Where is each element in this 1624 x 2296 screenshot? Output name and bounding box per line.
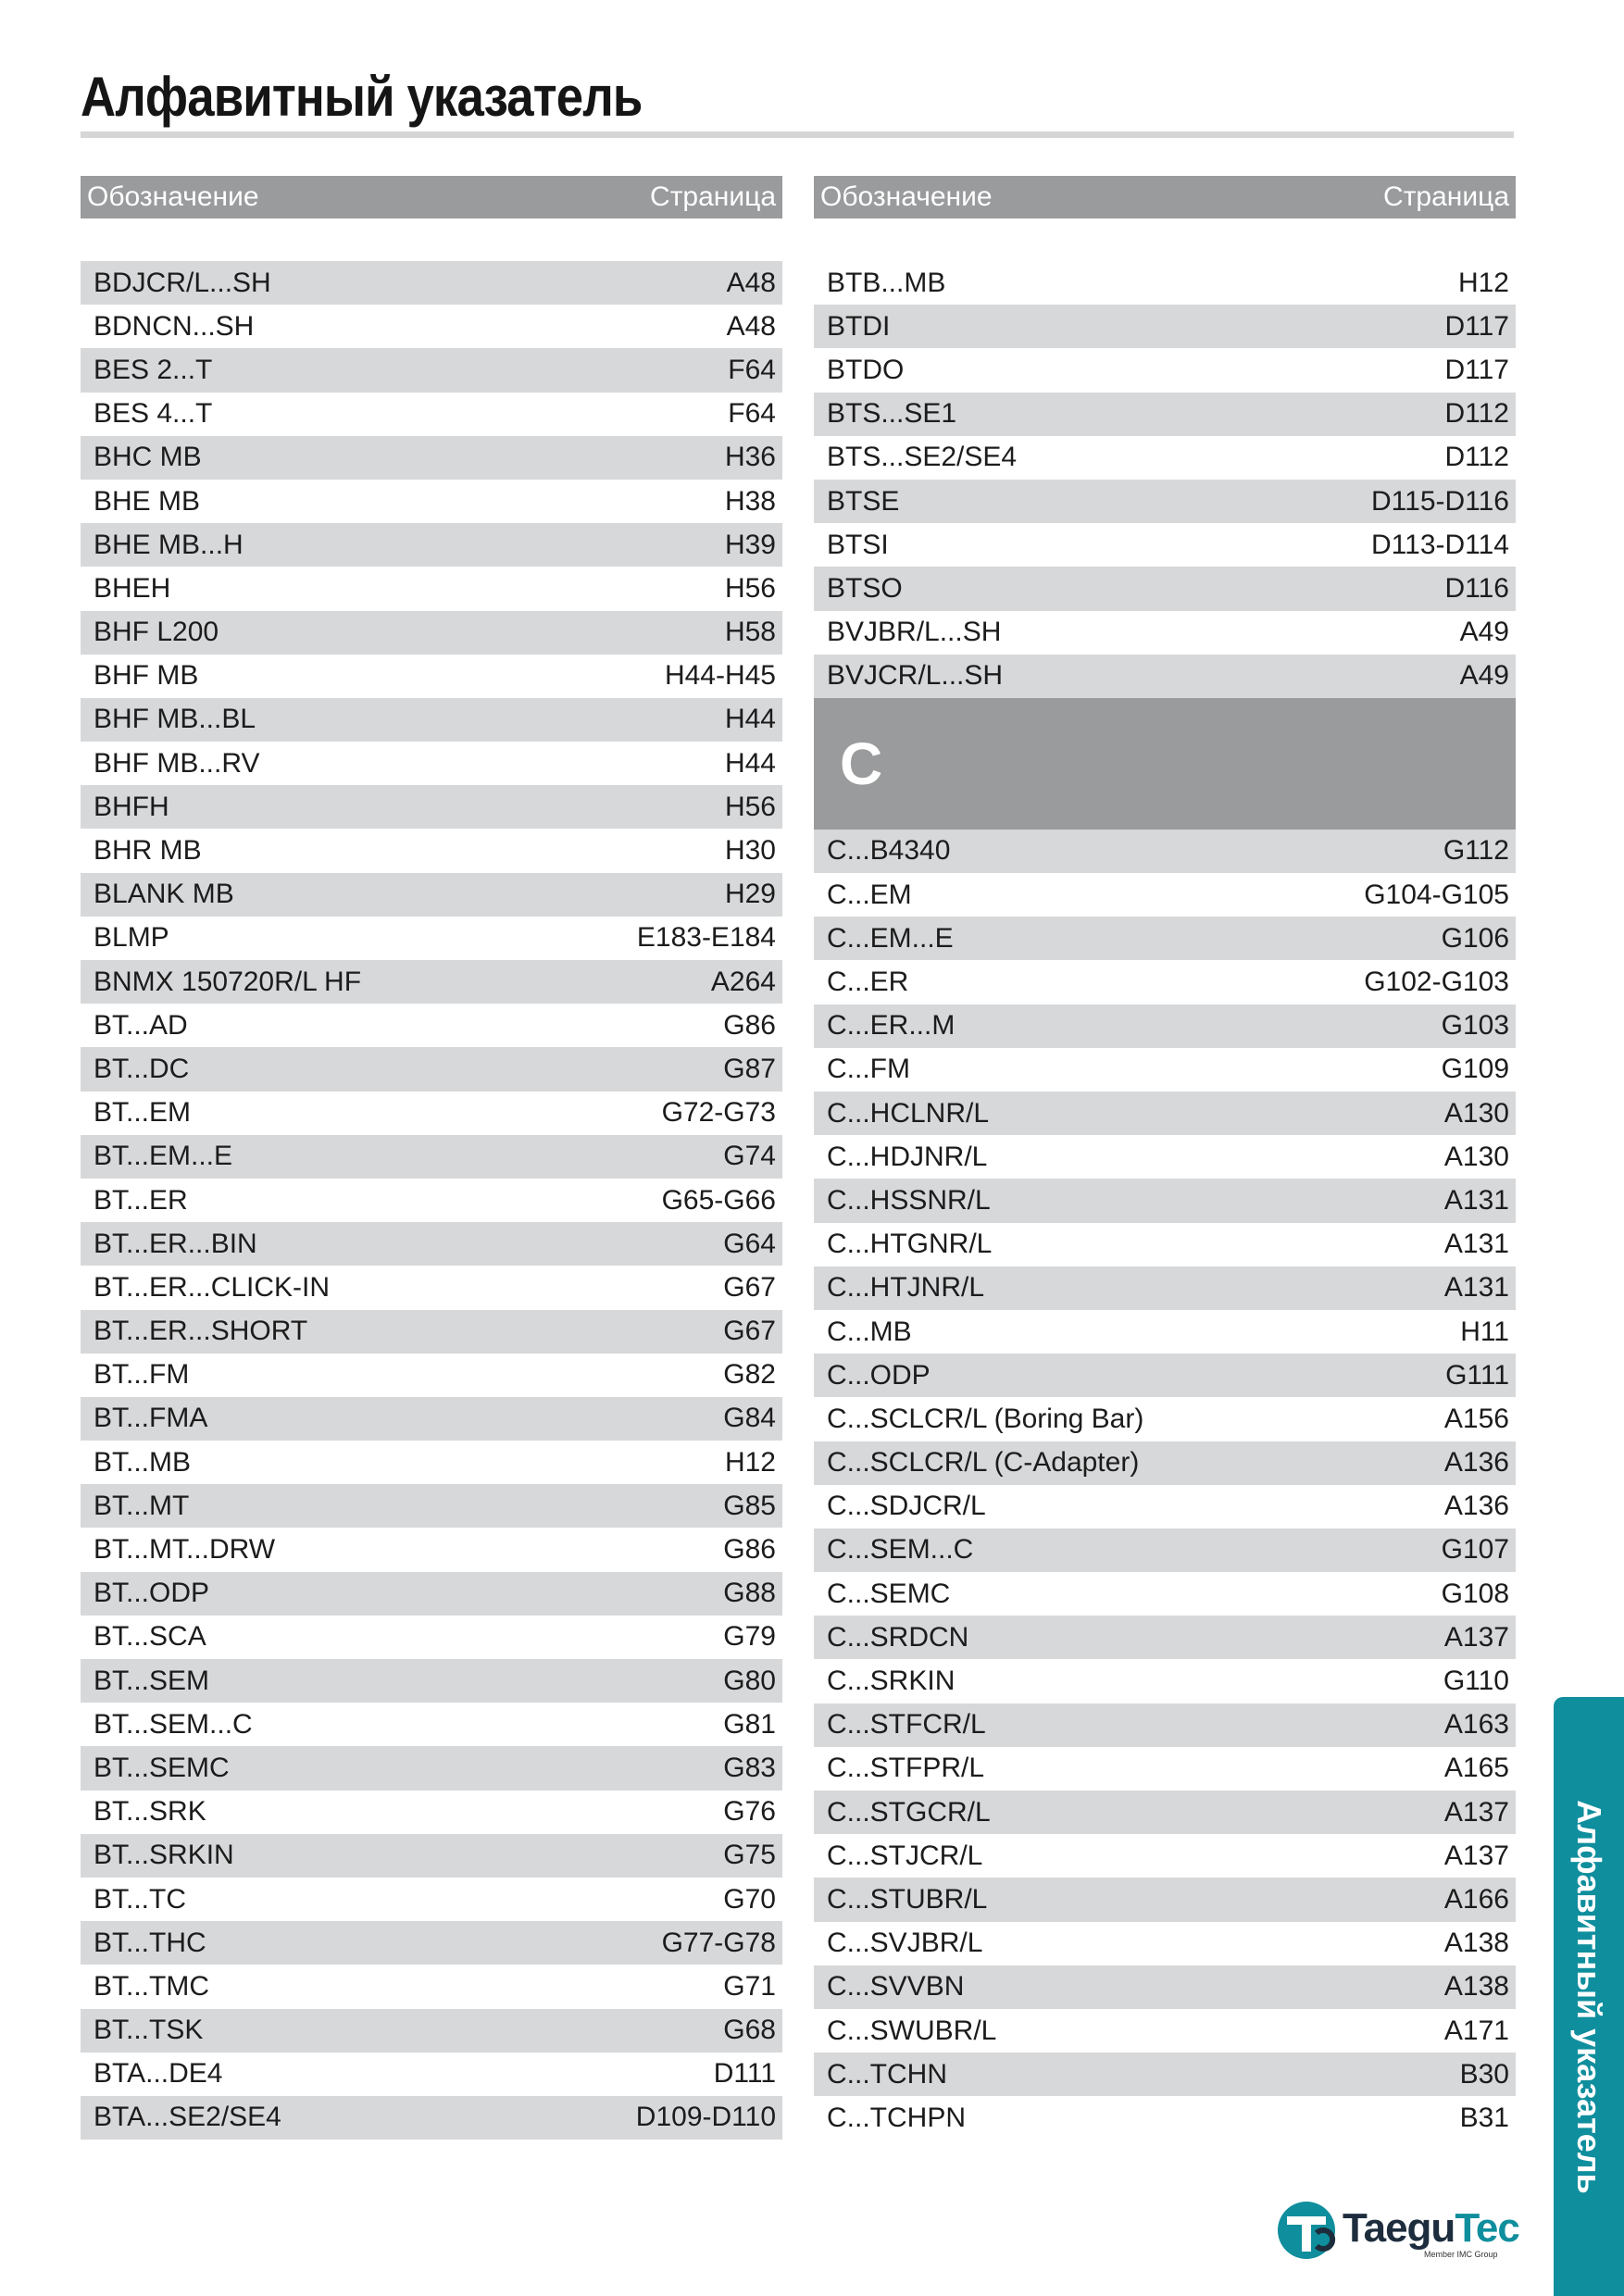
item-page: D117: [1444, 310, 1509, 342]
index-row: [814, 960, 1516, 1004]
index-row: [81, 2053, 782, 2096]
item-designation: C...ER: [827, 967, 909, 998]
item-designation: C...STJCR/L: [827, 1840, 983, 1871]
header-designation: Обозначение: [820, 181, 993, 212]
index-row: [814, 1441, 1516, 1485]
item-page: H58: [724, 617, 776, 648]
item-page: A131: [1443, 1229, 1509, 1260]
item-designation: C...SRDCN: [827, 1621, 969, 1653]
index-row: [81, 1441, 782, 1484]
item-designation: BT...ODP: [94, 1578, 210, 1609]
item-page: G87: [723, 1053, 776, 1084]
item-page: G104-G105: [1364, 879, 1509, 910]
item-designation: C...SRKIN: [827, 1666, 956, 1697]
item-designation: C...STFCR/L: [827, 1709, 986, 1741]
item-designation: BT...FMA: [94, 1403, 208, 1434]
item-page: E183-E184: [636, 922, 776, 954]
item-page: B31: [1459, 2102, 1509, 2133]
item-designation: C...SWUBR/L: [827, 2015, 997, 2046]
item-designation: BVJBR/L...SH: [827, 617, 1002, 648]
item-page: G79: [723, 1621, 776, 1653]
item-designation: BT...ER...BIN: [94, 1228, 257, 1259]
index-row: [81, 1791, 782, 1834]
item-designation: BT...EM...E: [94, 1141, 233, 1172]
index-row: [81, 1965, 782, 2008]
index-row: [814, 655, 1516, 698]
taegutec-logo: [1276, 2198, 1517, 2263]
item-page: A136: [1443, 1447, 1509, 1479]
index-row: [814, 348, 1516, 392]
index-row: [81, 436, 782, 480]
item-page: A130: [1443, 1141, 1509, 1172]
index-row: [81, 698, 782, 742]
section-letter-c: C: [814, 698, 1516, 830]
side-tab-label: Алфавитный указатель: [1570, 1799, 1608, 2194]
index-row: [814, 1223, 1516, 1267]
item-page: A48: [726, 310, 776, 342]
item-page: H30: [724, 835, 776, 867]
item-page: B30: [1459, 2058, 1509, 2090]
index-row: [81, 1528, 782, 1571]
item-designation: BHR MB: [94, 835, 202, 867]
item-designation: C...SDJCR/L: [827, 1491, 986, 1522]
item-designation: BLANK MB: [94, 879, 234, 910]
column-header: [81, 176, 782, 218]
item-designation: BT...SRKIN: [94, 1840, 234, 1871]
item-designation: C...SEMC: [827, 1578, 951, 1609]
item-page: G65-G66: [661, 1184, 776, 1216]
item-designation: BHF MB...RV: [94, 747, 260, 779]
index-row: [81, 1135, 782, 1179]
index-row: [814, 1616, 1516, 1659]
index-row: [81, 1004, 782, 1047]
item-page: A165: [1443, 1753, 1509, 1784]
item-page: G110: [1443, 1666, 1509, 1697]
index-row: [81, 742, 782, 785]
item-page: H12: [724, 1446, 776, 1478]
item-page: G81: [723, 1708, 776, 1740]
item-designation: BHF MB: [94, 660, 199, 692]
index-row: [81, 1397, 782, 1441]
logo-wordmark: TaeguTec: [1343, 2205, 1519, 2251]
index-row: [814, 1834, 1516, 1878]
index-row: [81, 655, 782, 698]
item-page: G86: [723, 1009, 776, 1041]
item-designation: C...STFPR/L: [827, 1753, 985, 1784]
index-row: [814, 480, 1516, 523]
item-designation: C...ER...M: [827, 1010, 956, 1042]
index-row: [814, 2053, 1516, 2096]
item-designation: C...ODP: [827, 1359, 931, 1391]
index-column-right: [814, 176, 1516, 2140]
item-designation: BT...SEMC: [94, 1752, 230, 1783]
item-designation: BTA...SE2/SE4: [94, 2102, 281, 2133]
index-row: [81, 1703, 782, 1746]
item-designation: BTS...SE1: [827, 398, 957, 430]
index-row: [814, 1659, 1516, 1703]
item-designation: BT...TMC: [94, 1970, 209, 2002]
item-designation: BT...EM: [94, 1097, 192, 1129]
index-row: [814, 305, 1516, 348]
item-designation: C...HCLNR/L: [827, 1097, 990, 1129]
item-designation: BT...FM: [94, 1359, 190, 1391]
item-designation: BTSE: [827, 485, 900, 517]
item-page: D112: [1444, 398, 1509, 430]
item-page: A137: [1443, 1796, 1509, 1828]
index-row: [81, 1179, 782, 1222]
item-page: A264: [710, 966, 776, 997]
index-row: [814, 1354, 1516, 1397]
item-page: D115-D116: [1371, 485, 1509, 517]
item-designation: C...TCHN: [827, 2058, 947, 2090]
item-page: D116: [1444, 572, 1509, 604]
item-designation: BES 4...T: [94, 398, 213, 430]
index-row: [814, 1004, 1516, 1048]
index-row: [81, 1746, 782, 1790]
item-page: D111: [713, 2058, 776, 2090]
item-designation: C...SEM...C: [827, 1534, 974, 1566]
index-row: [814, 917, 1516, 960]
item-page: D109-D110: [635, 2102, 776, 2133]
index-row: [81, 1222, 782, 1266]
item-page: G75: [723, 1840, 776, 1871]
index-row: [81, 1572, 782, 1616]
item-page: G108: [1441, 1578, 1509, 1609]
item-page: A138: [1443, 1928, 1509, 1959]
item-designation: BTB...MB: [827, 267, 946, 298]
item-designation: BHF MB...BL: [94, 704, 256, 735]
item-page: G85: [723, 1490, 776, 1521]
item-designation: BTSO: [827, 572, 903, 604]
item-page: A48: [726, 267, 776, 298]
item-page: A130: [1443, 1097, 1509, 1129]
item-designation: BT...MB: [94, 1446, 192, 1478]
index-row: [814, 523, 1516, 567]
index-row: [814, 1048, 1516, 1092]
item-page: G74: [723, 1141, 776, 1172]
item-page: G112: [1443, 835, 1509, 867]
index-row: [81, 1921, 782, 1965]
index-row: [81, 1354, 782, 1397]
item-page: G111: [1445, 1359, 1509, 1391]
index-row: [814, 2009, 1516, 2053]
index-row: [814, 1310, 1516, 1354]
index-row: [814, 567, 1516, 610]
item-page: G77-G78: [661, 1927, 776, 1958]
item-designation: BTDI: [827, 310, 891, 342]
index-row: [81, 960, 782, 1004]
item-designation: BHF L200: [94, 617, 219, 648]
item-page: F64: [728, 354, 776, 385]
item-designation: C...TCHPN: [827, 2102, 966, 2133]
item-designation: BHEH: [94, 572, 171, 604]
item-designation: C...MB: [827, 1316, 912, 1347]
item-page: A131: [1443, 1272, 1509, 1304]
index-row: [81, 873, 782, 917]
item-page: A138: [1443, 1971, 1509, 2003]
item-designation: BT...AD: [94, 1009, 188, 1041]
item-designation: BTA...DE4: [94, 2058, 223, 2090]
item-designation: BT...SCA: [94, 1621, 206, 1653]
item-designation: C...B4340: [827, 835, 951, 867]
item-page: A131: [1443, 1184, 1509, 1216]
index-rows-b: [814, 261, 1516, 698]
index-row: [81, 1310, 782, 1354]
index-row: [81, 393, 782, 436]
index-row: [814, 393, 1516, 436]
item-page: G82: [723, 1359, 776, 1391]
item-designation: BT...SEM...C: [94, 1708, 253, 1740]
item-page: H44-H45: [664, 660, 776, 692]
index-row: [81, 2009, 782, 2053]
index-row: [81, 611, 782, 655]
item-designation: BTSI: [827, 529, 889, 560]
item-designation: BHC MB: [94, 442, 202, 473]
item-designation: BVJCR/L...SH: [827, 660, 1004, 692]
index-row: [814, 611, 1516, 655]
index-row: [81, 1659, 782, 1703]
item-page: G88: [723, 1578, 776, 1609]
item-designation: BLMP: [94, 922, 169, 954]
index-row: [814, 1791, 1516, 1834]
index-row: [814, 1878, 1516, 1921]
item-page: A156: [1443, 1403, 1509, 1434]
item-page: G68: [723, 2015, 776, 2046]
index-row: [814, 1529, 1516, 1572]
index-row: [814, 1965, 1516, 2009]
item-designation: C...HDJNR/L: [827, 1141, 988, 1172]
index-row: [814, 1922, 1516, 1965]
item-designation: C...HTJNR/L: [827, 1272, 985, 1304]
item-designation: C...HTGNR/L: [827, 1229, 993, 1260]
item-page: G67: [723, 1316, 776, 1347]
item-page: A163: [1443, 1709, 1509, 1741]
item-page: H39: [724, 529, 776, 560]
item-designation: C...STGCR/L: [827, 1796, 991, 1828]
index-row: [814, 2096, 1516, 2140]
index-column-left: [81, 176, 782, 2140]
item-page: A136: [1443, 1491, 1509, 1522]
item-designation: C...SVJBR/L: [827, 1928, 983, 1959]
index-row: [81, 567, 782, 610]
item-page: G109: [1441, 1054, 1509, 1085]
item-designation: BT...DC: [94, 1053, 190, 1084]
item-designation: C...SCLCR/L (C-Adapter): [827, 1447, 1140, 1479]
item-designation: C...EM: [827, 879, 912, 910]
item-designation: BT...ER...CLICK-IN: [94, 1271, 331, 1303]
index-row: [81, 917, 782, 960]
index-row: [814, 1747, 1516, 1791]
item-designation: BT...THC: [94, 1927, 206, 1958]
item-page: G84: [723, 1403, 776, 1434]
index-row: [81, 1484, 782, 1528]
index-rows-left: [81, 261, 782, 2140]
item-designation: BTDO: [827, 354, 905, 385]
index-row: [814, 261, 1516, 305]
item-designation: BDJCR/L...SH: [94, 267, 271, 298]
index-row: [81, 305, 782, 348]
index-row: [81, 1878, 782, 1921]
title-divider: [81, 131, 1514, 138]
item-page: G103: [1441, 1010, 1509, 1042]
item-page: G86: [723, 1534, 776, 1566]
index-row: [81, 829, 782, 872]
item-page: H11: [1460, 1316, 1509, 1347]
item-designation: BT...SEM: [94, 1665, 210, 1696]
index-row: [81, 261, 782, 305]
taegutec-logo-icon: [1276, 2200, 1337, 2261]
header-page: Страница: [1383, 181, 1509, 212]
item-designation: C...EM...E: [827, 922, 954, 954]
index-row: [814, 1703, 1516, 1747]
index-row: [81, 1266, 782, 1309]
item-page: H38: [724, 485, 776, 517]
header-page: Страница: [650, 181, 776, 212]
index-row: [814, 873, 1516, 917]
index-row: [814, 1267, 1516, 1310]
item-page: G67: [723, 1271, 776, 1303]
item-page: A49: [1459, 617, 1509, 648]
side-tab: [1554, 1697, 1624, 2296]
index-row: [814, 436, 1516, 480]
index-row: [814, 1135, 1516, 1179]
item-designation: BNMX 150720R/L HF: [94, 966, 362, 997]
column-header: [814, 176, 1516, 218]
index-row: [814, 1572, 1516, 1616]
index-rows-c: [814, 830, 1516, 2140]
index-row: [814, 1179, 1516, 1222]
item-page: H56: [724, 791, 776, 822]
header-designation: Обозначение: [87, 181, 259, 212]
item-designation: BDNCN...SH: [94, 310, 255, 342]
index-row: [814, 830, 1516, 873]
index-row: [81, 480, 782, 523]
item-page: D113-D114: [1371, 529, 1509, 560]
item-designation: BT...ER...SHORT: [94, 1316, 308, 1347]
index-row: [81, 785, 782, 829]
item-page: G76: [723, 1796, 776, 1828]
item-page: G70: [723, 1883, 776, 1915]
item-page: H12: [1457, 267, 1509, 298]
index-row: [814, 1092, 1516, 1135]
item-designation: C...FM: [827, 1054, 910, 1085]
item-page: A171: [1443, 2015, 1509, 2046]
index-row: [81, 348, 782, 392]
item-designation: C...SCLCR/L (Boring Bar): [827, 1403, 1144, 1434]
item-page: G83: [723, 1752, 776, 1783]
item-page: H36: [724, 442, 776, 473]
index-rows-right: [814, 261, 1516, 2140]
index-row: [81, 1092, 782, 1135]
item-designation: BHE MB: [94, 485, 201, 517]
item-page: A49: [1459, 660, 1509, 692]
item-designation: BT...TC: [94, 1883, 187, 1915]
item-page: H44: [724, 747, 776, 779]
item-page: G106: [1441, 922, 1509, 954]
item-page: D112: [1444, 442, 1509, 473]
page-title: Алфавитный указатель: [81, 66, 643, 128]
item-designation: C...STUBR/L: [827, 1883, 988, 1915]
item-designation: BES 2...T: [94, 354, 213, 385]
item-page: H44: [724, 704, 776, 735]
item-page: A137: [1443, 1621, 1509, 1653]
item-page: H56: [724, 572, 776, 604]
item-designation: C...SVVBN: [827, 1971, 965, 2003]
item-page: A166: [1443, 1883, 1509, 1915]
index-row: [81, 1834, 782, 1878]
item-designation: BT...ER: [94, 1184, 188, 1216]
item-designation: BHE MB...H: [94, 529, 244, 560]
index-row: [81, 2096, 782, 2140]
item-page: G71: [723, 1970, 776, 2002]
item-page: D117: [1444, 354, 1509, 385]
item-page: G72-G73: [661, 1097, 776, 1129]
item-page: G80: [723, 1665, 776, 1696]
index-row: [814, 1397, 1516, 1441]
item-designation: BTS...SE2/SE4: [827, 442, 1018, 473]
logo-tagline: Member IMC Group: [1424, 2250, 1498, 2259]
index-row: [81, 1616, 782, 1659]
index-row: [814, 1485, 1516, 1529]
item-designation: BT...MT: [94, 1490, 190, 1521]
index-row: [81, 1047, 782, 1091]
item-designation: BHFH: [94, 791, 169, 822]
item-designation: BT...MT...DRW: [94, 1534, 276, 1566]
item-page: G107: [1441, 1534, 1509, 1566]
item-designation: C...HSSNR/L: [827, 1184, 991, 1216]
index-row: [81, 523, 782, 567]
item-page: A137: [1443, 1840, 1509, 1871]
item-page: H29: [724, 879, 776, 910]
item-designation: BT...SRK: [94, 1796, 206, 1828]
item-page: F64: [728, 398, 776, 430]
item-page: G102-G103: [1364, 967, 1509, 998]
item-page: G64: [723, 1228, 776, 1259]
item-designation: BT...TSK: [94, 2015, 204, 2046]
